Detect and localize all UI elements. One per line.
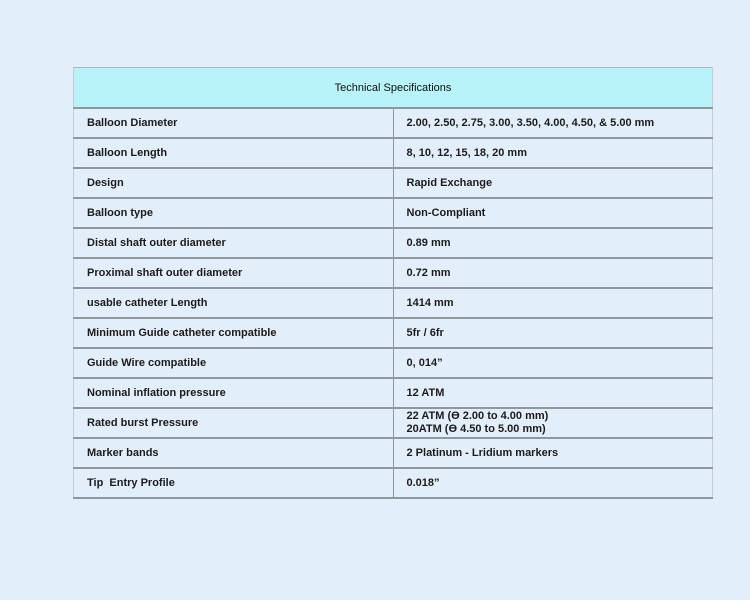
table-row <box>74 408 713 438</box>
row-label: Rated burst Pressure <box>74 408 394 438</box>
row-label: Tip Entry Profile <box>74 468 394 498</box>
row-label: Distal shaft outer diameter <box>74 228 394 258</box>
table-row <box>74 168 713 198</box>
row-value: 0.72 mm <box>393 258 713 288</box>
table-row <box>74 468 713 498</box>
table-row <box>74 228 713 258</box>
row-value-line: 22 ATM (ϴ 2.00 to 4.00 mm) <box>406 410 549 422</box>
specifications-table <box>73 67 713 499</box>
table-row <box>74 108 713 138</box>
table-row <box>74 438 713 468</box>
row-value: 5fr / 6fr <box>393 318 713 348</box>
row-value: 0, 014” <box>393 348 713 378</box>
row-value: 12 ATM <box>393 378 713 408</box>
row-value: 2 Platinum - Lridium markers <box>393 438 713 468</box>
table-row <box>74 348 713 378</box>
table-row <box>74 288 713 318</box>
row-label: Minimum Guide catheter compatible <box>74 318 394 348</box>
row-label: Design <box>74 168 394 198</box>
row-label: Balloon Length <box>74 138 394 168</box>
row-value: 8, 10, 12, 15, 18, 20 mm <box>393 138 713 168</box>
row-value: Non-Compliant <box>393 198 713 228</box>
row-value: Rapid Exchange <box>393 168 713 198</box>
row-value: 2.00, 2.50, 2.75, 3.00, 3.50, 4.00, 4.50, & 5.00 mm <box>393 108 713 138</box>
row-value: 0.018” <box>393 468 713 498</box>
row-label: Guide Wire compatible <box>74 348 394 378</box>
row-value: 0.89 mm <box>393 228 713 258</box>
table-title: Technical Specifications <box>74 68 713 109</box>
row-label: Balloon Diameter <box>74 108 394 138</box>
row-label: Marker bands <box>74 438 394 468</box>
table-header-row <box>74 68 713 109</box>
row-value <box>393 408 713 438</box>
table-row <box>74 318 713 348</box>
table-row <box>74 198 713 228</box>
table-row <box>74 138 713 168</box>
row-label: Proximal shaft outer diameter <box>74 258 394 288</box>
row-value-line: 20ATM (ϴ 4.50 to 5.00 mm) <box>406 423 546 435</box>
row-value: 1414 mm <box>393 288 713 318</box>
row-label: usable catheter Length <box>74 288 394 318</box>
row-label: Nominal inflation pressure <box>74 378 394 408</box>
row-label: Balloon type <box>74 198 394 228</box>
table-row <box>74 258 713 288</box>
table-row <box>74 378 713 408</box>
